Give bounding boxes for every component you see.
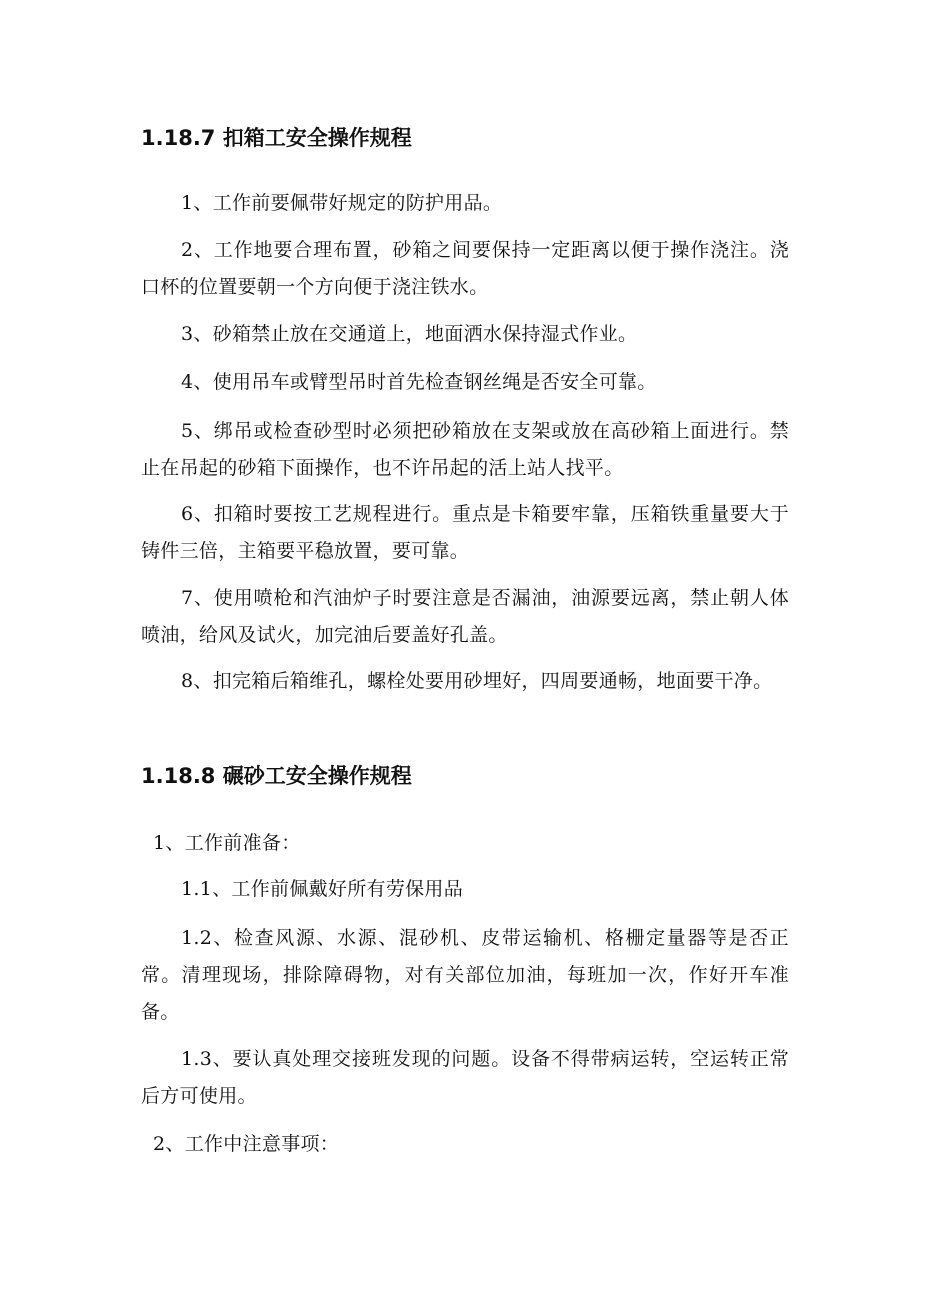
paragraph-8: 8、扣完箱后箱维孔，螺栓处要用砂埋好，四周要通畅，地面要干净。 [181,670,773,692]
paragraph-1-1: 1.1、工作前佩戴好所有劳保用品 [181,878,464,900]
paragraph-7: 7、使用喷枪和汽油炉子时要注意是否漏油，油源要远离，禁止朝人体喷油，给风及试火，加完油后要盖好孔盖。 [141,587,789,646]
section-heading-1-18-7: 1.18.7 扣箱工安全操作规程 [141,126,412,150]
subsection-heading-during-work: 2、工作中注意事项： [153,1133,340,1155]
paragraph-3: 3、砂箱禁止放在交通道上，地面洒水保持湿式作业。 [181,323,638,345]
document-page [141,0,789,1310]
paragraph-1-3: 1.3、要认真处理交接班发现的问题。设备不得带病运转，空运转正常后方可使用。 [141,1048,789,1107]
section-heading-1-18-8: 1.18.8 碾砂工安全操作规程 [141,764,412,788]
paragraph-2: 2、工作地要合理布置，砂箱之间要保持一定距离以便于操作浇注。浇口杯的位置要朝一个方向便于浇注铁水。 [141,239,789,298]
paragraph-1: 1、工作前要佩带好规定的防护用品。 [181,192,503,214]
paragraph-5: 5、绑吊或检查砂型时必须把砂箱放在支架或放在高砂箱上面进行。禁止在吊起的砂箱下面操作，也不许吊起的活上站人找平。 [141,420,789,479]
paragraph-1-2: 1.2、检查风源、水源、混砂机、皮带运输机、格栅定量器等是否正常。清理现场，排除障碍物，对有关部位加油，每班加一次，作好开车准备。 [141,927,789,1023]
subsection-heading-preparation: 1、工作前准备： [153,832,301,854]
paragraph-4: 4、使用吊车或臂型吊时首先检查钢丝绳是否安全可靠。 [181,371,657,393]
paragraph-6: 6、扣箱时要按工艺规程进行。重点是卡箱要牢靠，压箱铁重量要大于铸件三倍，主箱要平稳放置，要可靠。 [141,503,789,562]
